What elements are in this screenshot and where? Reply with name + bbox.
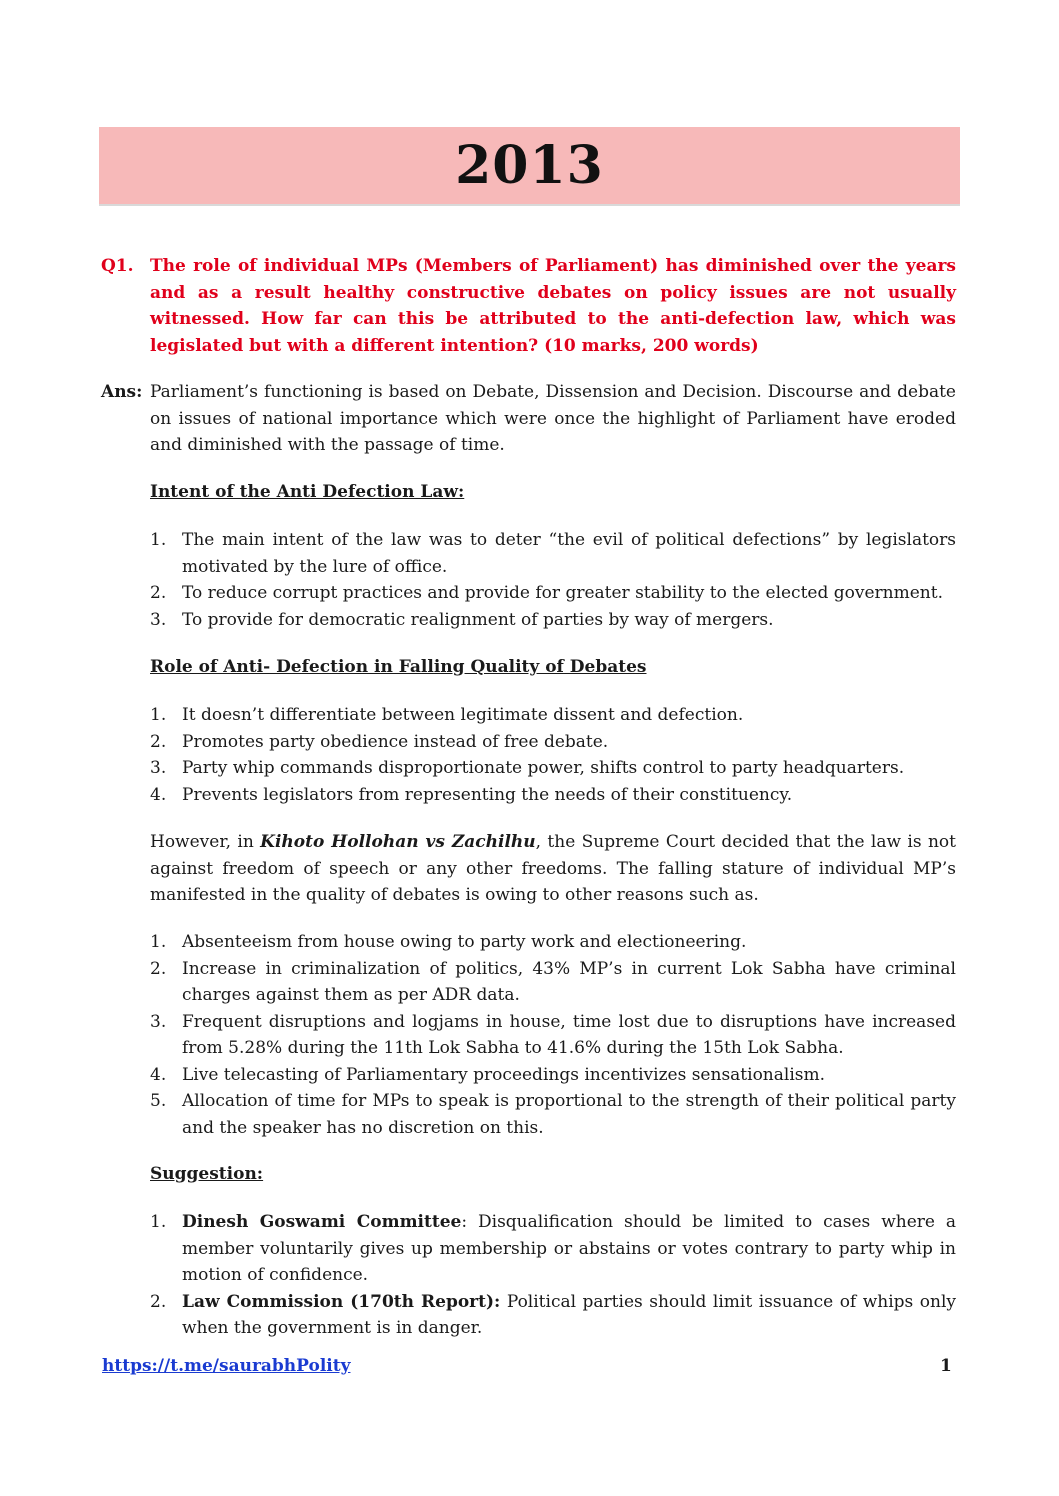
list-item <box>150 1009 956 1062</box>
list-item <box>150 729 956 756</box>
telegram-link[interactable]: https://t.me/saurabhPolity <box>102 1356 351 1376</box>
list-item <box>150 702 956 729</box>
page-number: 1 <box>940 1356 952 1376</box>
list-number: 4. <box>150 784 167 805</box>
list-item <box>150 782 956 809</box>
list-text: The main intent of the law was to deter “the evil of political defections” by legislators motivated by the lure of office. <box>182 530 956 577</box>
list-item <box>150 607 956 634</box>
year-title: 2013 <box>455 135 604 196</box>
section-heading-role: Role of Anti- Defection in Falling Quality of Debates <box>150 657 647 677</box>
list-text: : Disqualification should be limited to cases where a member voluntarily gives up membership or abstains or votes contrary to party whip in motion of confidence. <box>182 1212 956 1285</box>
intent-list <box>150 527 956 633</box>
list-item <box>150 755 956 782</box>
suggestion-source: Dinesh Goswami Committee <box>182 1212 462 1232</box>
list-text: Frequent disruptions and logjams in house, time lost due to disruptions have increased from 5.28% during the 11th Lok Sabha to 41.6% during the 15th Lok Sabha. <box>182 1011 956 1058</box>
list-number: 1. <box>150 1212 167 1232</box>
list-item <box>150 1289 956 1342</box>
list-text: Absenteeism from house owing to party work and electioneering. <box>182 932 747 952</box>
suggestion-source: Law Commission (170th Report): <box>182 1291 501 1312</box>
case-name: Kihoto Hollohan vs Zachilhu <box>260 832 536 852</box>
list-item <box>150 929 956 956</box>
list-item <box>150 956 956 1009</box>
list-number: 2. <box>150 583 167 603</box>
list-text: Party whip commands disproportionate power, shifts control to party headquarters. <box>182 758 905 778</box>
list-text: Political parties should limit issuance of whips only when the government is in danger. <box>182 1291 957 1338</box>
however-prefix: However, in <box>150 832 261 852</box>
list-item <box>150 580 956 607</box>
list-text: It doesn’t differentiate between legitimate dissent and defection. <box>182 705 744 725</box>
list-text: Allocation of time for MPs to speak is proportional to the strength of their political party and the speaker has no discretion on this. <box>182 1091 956 1138</box>
list-text: Prevents legislators from representing the needs of their constituency. <box>182 784 793 805</box>
section-heading-intent: Intent of the Anti Defection Law: <box>150 482 465 502</box>
list-number: 2. <box>150 731 167 752</box>
list-text: Live telecasting of Parliamentary proceedings incentivizes sensationalism. <box>182 1064 826 1085</box>
question-text: The role of individual MPs (Members of Parliament) has diminished over the years and as a result healthy constructive debates on policy issues are not usually witnessed. How far can this be attributed to the anti-defection law, which was legislated but with a different intention? (10 marks, 200 words) <box>150 256 956 356</box>
list-text: Promotes party obedience instead of free debate. <box>182 731 609 752</box>
list-item <box>150 1062 956 1089</box>
list-number: 5. <box>150 1091 167 1111</box>
list-text: To reduce corrupt practices and provide for greater stability to the elected government. <box>182 583 943 603</box>
list-number: 1. <box>150 705 167 725</box>
list-text: To provide for democratic realignment of parties by way of mergers. <box>182 609 774 630</box>
section-heading-suggestion: Suggestion: <box>150 1164 264 1184</box>
list-number: 3. <box>150 758 167 778</box>
list-number: 4. <box>150 1064 167 1085</box>
question-label: Q1. <box>101 256 134 276</box>
however-paragraph <box>150 829 956 909</box>
answer-intro: Parliament’s functioning is based on Debate, Dissension and Decision. Discourse and debate on issues of national importance which were once the highlight of Parliament have eroded and diminished with the passage of time. <box>150 382 956 455</box>
list-number: 1. <box>150 932 167 952</box>
list-number: 3. <box>150 1011 167 1032</box>
role-list <box>150 702 956 808</box>
list-item <box>150 1088 956 1141</box>
list-item <box>150 1209 956 1289</box>
reasons-list <box>150 929 956 1141</box>
answer-label: Ans: <box>101 382 143 402</box>
list-number: 2. <box>150 958 167 979</box>
list-text: Increase in criminalization of politics, 43% MP’s in current Lok Sabha have criminal charges against them as per ADR data. <box>182 958 956 1005</box>
list-number: 1. <box>150 530 167 550</box>
list-item <box>150 527 956 580</box>
suggestion-list <box>150 1209 956 1342</box>
however-suffix: , the Supreme Court decided that the law is not against freedom of speech or any other freedoms. The falling stature of individual MP’s manifested in the quality of debates is owing to other reasons such as. <box>150 832 956 905</box>
list-number: 3. <box>150 609 167 630</box>
year-banner <box>99 127 960 206</box>
list-number: 2. <box>150 1291 167 1312</box>
